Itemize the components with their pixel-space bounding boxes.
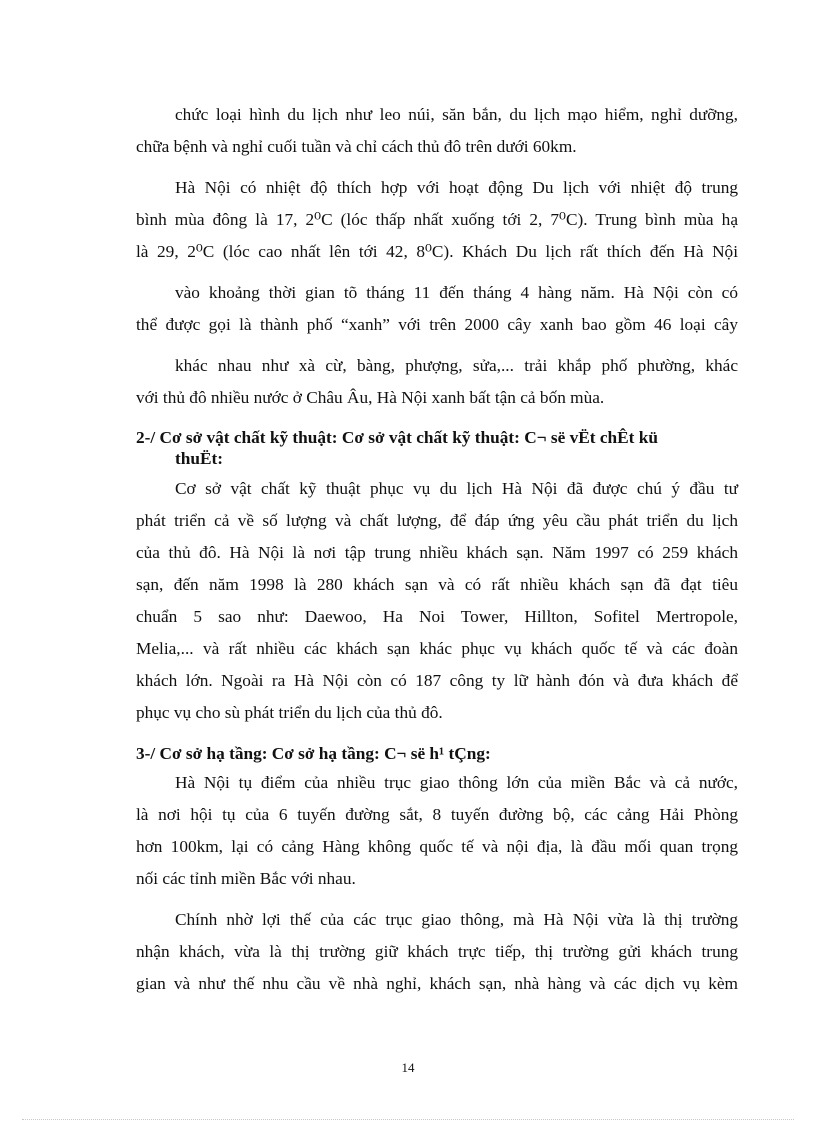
text-line: là 29, 2⁰C (lóc cao nhất lên tới 42, 8⁰C). Khách Du lịch rất thích đến Hà Nội <box>136 242 738 261</box>
section-heading: thuËt: <box>175 449 224 468</box>
text-line: gian và như thế nhu cầu về nhà nghỉ, khách sạn, nhà hàng và các dịch vụ kèm <box>136 974 738 993</box>
text-line: với thủ đô nhiều nước ở Châu Âu, Hà Nội xanh bất tận cả bốn mùa. <box>136 388 605 407</box>
text-line: là nơi hội tụ của 6 tuyến đường sắt, 8 tuyến đường bộ, các cảng Hải Phòng <box>136 805 738 824</box>
text-line: của thủ đô. Hà Nội là nơi tập trung nhiều khách sạn. Năm 1997 có 259 khách <box>136 543 738 562</box>
text-line: hơn 100km, lại có cảng Hàng không quốc tế và nội địa, là đầu mối quan trọng <box>136 837 738 856</box>
text-line: vào khoảng thời gian tõ tháng 11 đến tháng 4 hàng năm. Hà Nội còn có <box>175 283 738 302</box>
page-edge-divider <box>22 1119 794 1120</box>
text-line: phát triển cả về số lượng và chất lượng, để đáp ứng yêu cầu phát triển du lịch <box>136 511 738 530</box>
text-line: Hà Nội tụ điểm của nhiều trục giao thông lớn của miền Bắc và cả nước, <box>175 773 738 792</box>
section-heading: 3-/ Cơ sở hạ tầng: Cơ sở hạ tầng: C¬ së h¹ tÇng: <box>136 744 491 763</box>
text-line: khác nhau như xà cừ, bàng, phượng, sửa,... trải khắp phố phường, khác <box>175 356 738 375</box>
text-line: phục vụ cho sù phát triển du lịch của thủ đô. <box>136 703 443 722</box>
text-line: chữa bệnh và nghỉ cuối tuần và chỉ cách thủ đô trên dưới 60km. <box>136 137 577 156</box>
text-line: nối các tỉnh miền Bắc với nhau. <box>136 869 356 888</box>
text-line: sạn, đến năm 1998 là 280 khách sạn và có rất nhiều khách sạn đã đạt tiêu <box>136 575 738 594</box>
text-line: thể được gọi là thành phố “xanh” với trên 2000 cây xanh bao gồm 46 loại cây <box>136 315 738 334</box>
text-line: bình mùa đông là 17, 2⁰C (lóc thấp nhất xuống tới 2, 7⁰C). Trung bình mùa hạ <box>136 210 738 229</box>
text-line: chuẩn 5 sao như: Daewoo, Ha Noi Tower, Hillton, Sofitel Mertropole, <box>136 607 738 626</box>
text-line: khách lớn. Ngoài ra Hà Nội còn có 187 công ty lữ hành đón và đưa khách để <box>136 671 738 690</box>
text-line: Melia,... và rất nhiều các khách sạn khác phục vụ khách quốc tế và các đoàn <box>136 639 738 658</box>
text-line: Hà Nội có nhiệt độ thích hợp với hoạt động Du lịch với nhiệt độ trung <box>175 178 738 197</box>
page-number: 14 <box>401 1060 415 1075</box>
section-heading: 2-/ Cơ sở vật chất kỹ thuật: Cơ sở vật chất kỹ thuật: C¬ së vËt chÊt kü <box>136 428 658 447</box>
text-line: Chính nhờ lợi thế của các trục giao thông, mà Hà Nội vừa là thị trường <box>175 910 738 929</box>
text-line: chức loại hình du lịch như leo núi, săn bắn, du lịch mạo hiểm, nghỉ dưỡng, <box>175 105 738 124</box>
text-line: nhận khách, vừa là thị trường giữ khách trực tiếp, thị trường gửi khách trung <box>136 942 738 961</box>
text-line: Cơ sở vật chất kỹ thuật phục vụ du lịch Hà Nội đã được chú ý đầu tư <box>175 479 738 498</box>
